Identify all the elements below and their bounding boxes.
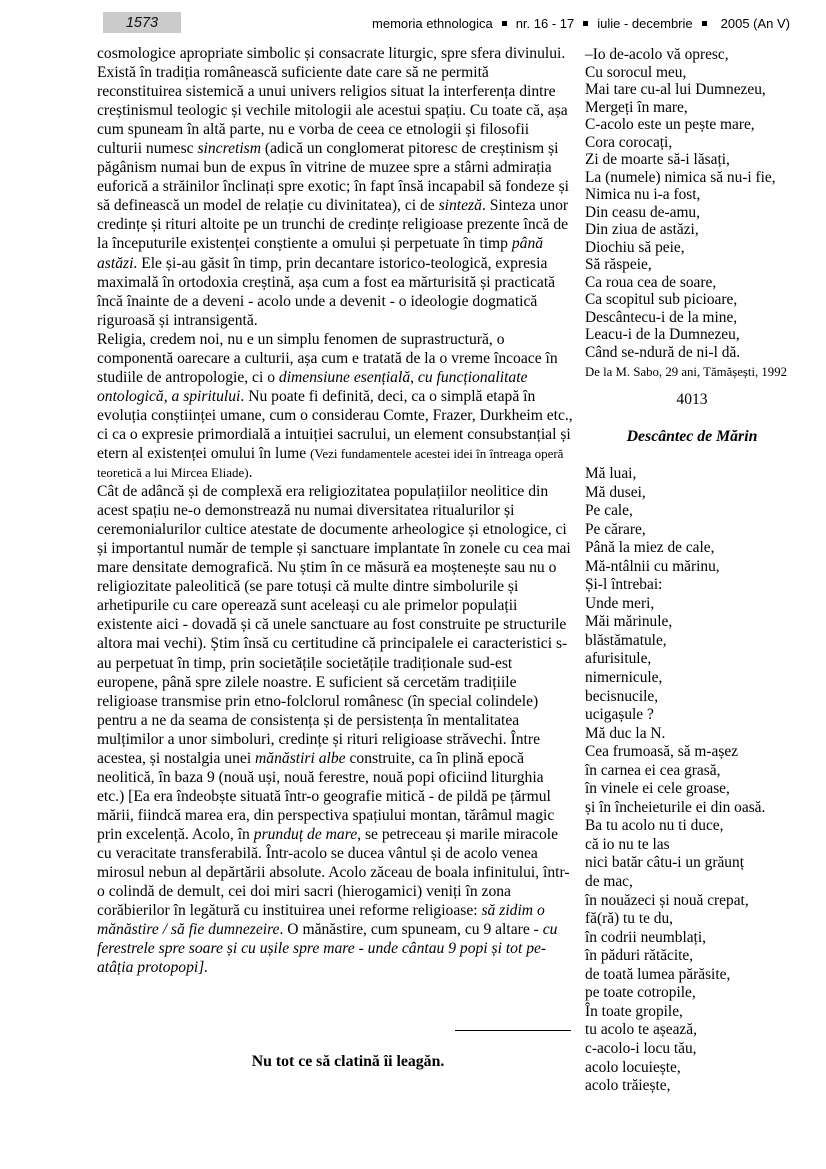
verse-line: că io nu te las (585, 835, 670, 853)
verse-line: c-acolo-i locu tău, (585, 1039, 697, 1057)
verse-line: de toată lumea părăsite, (585, 965, 731, 983)
verse-line: La (numele) nimica să nu-i fie, (585, 168, 776, 186)
text-run: . O mănăstire, cum spuneam, cu 9 altare - (279, 921, 543, 939)
proverb-caption: Nu tot ce să clatină îi leagăn. (251, 1053, 445, 1070)
text-run: Cât de adâncă și de complexă era religiozitatea populațiilor neolitice din acest spațiu ne-o demonstrează nu numai diversitatea ritualurilor și ceremonialurilor cultice atestate de documente arheologice și etnologice, ci și importantul număr de temple și sanctuare implantate în zonele cu cea mai mare densitate demografică. Nu știm în ce măsură ea moștenește sau nu o religiozitate paleolitică (se pare totuși că multe dintre simbolurile și arhetipurile cu care operează sunt aceleași cu ale primelor populații existente aici - dovadă și că unele sanctuare au fost construite pe structurile altora mai vechi). Știm însă cu certitudine că principalele ei caracteristici s-au perpetuat în timp, prin societățile societățile tradiționale sud-est europene, până spre zilele noastre. E suficient să cercetăm tradițiile religioase transmise prin etno-folclorul românesc (în special colindele) pentru a ne da seama de consistența și de persistența în mentalitatea mulțimilor a unor simboluri, credințe și rituri religioase străvechi. Între acestea, și nostalgia unei (97, 483, 571, 767)
verse-line: Mergeți în mare, (585, 98, 688, 116)
footnote-rule (455, 1030, 571, 1031)
verse-line: Ca roua cea de soare, (585, 273, 717, 291)
verse-line: C-acolo este un pește mare, (585, 116, 755, 133)
verse-line: Cu sorocul meu, (585, 63, 687, 81)
verse-line: nici batăr câtu-i un grăunț (585, 854, 744, 872)
text-run: . Ele și-au găsit în timp, prin decantare istorico-teologică, expresia maximală în ortodoxia creștină, așa cum a fost ea mărturisită și practicată încă înainte de a deveni - acolo unde a devenit - o ideologie dogmatică riguroasă și intransigentă. (97, 254, 556, 329)
text-run: . Sinteza unor credințe și rituri altoite pe un trunchi de credințe religioase prezente încă de la începuturile existenței conștiente a omului și perpetuate în timp (97, 197, 569, 253)
text-run: prunduț de mare (253, 825, 358, 843)
poem-title: Descântec de Mărin (626, 428, 758, 445)
verse-line: Mă dusei, (585, 483, 646, 501)
verse-line: Mai tare cu-al lui Dumnezeu, (585, 81, 766, 98)
verse-line: becisnucile, (585, 687, 659, 705)
verse-line: tu acolo te așează, (585, 1021, 697, 1039)
text-run: . Nu poate fi definită, deci, ca o simplă etapă în evoluția conștiinței umane, cum o considerau Comte, Frazer, Durkheim etc., ci ca o expresie primordială a intuiției sacrului, un element consubstanțial și etern al existenței omului în lume (97, 387, 573, 462)
bullet-square-icon (502, 21, 507, 26)
attribution: De la M. Sabo, 29 ani, Tămășești, 1992 (585, 365, 787, 379)
poem-number: 4013 (676, 391, 708, 408)
poem-2 (585, 465, 799, 1096)
text-run: (Vezi fundamentele acestei idei în întreaga operă teoretică a lui Mircea Eliade) (97, 445, 564, 481)
text-run: mănăstiri albe (255, 749, 346, 767)
text-run: cu ferestrele spre soare și cu ușile spre mare - unde cântau 9 popi și tot pe-atâția protopopi]. (97, 921, 558, 977)
verse-line: Când se-ndură de ni-l dă. (585, 343, 741, 361)
text-run: cosmologice apropriate simbolic și consacrate liturgic, spre sfera divinului. Există în tradiția românească suficiente date care să ne permită reconstituirea sistemică a unui univers religios situat la interferența dintre creștinismul teologic și vechile mitologii ale acestui spațiu. Cu toate că, așa cum spuneam în altă parte, nu e vorba de ceea ce etnologii și filosofii culturii numesc (97, 45, 568, 158)
paragraph (97, 44, 573, 330)
verse-line: și în încheieturile ei din oasă. (585, 798, 766, 816)
bullet-square-icon (583, 21, 588, 26)
verse-line: Diochiu să peie, (585, 238, 685, 256)
verse-line: Cea frumoasă, să m-așez (585, 743, 738, 761)
verse-line: în nouăzeci și nouă crepat, (585, 891, 749, 909)
text-run: Religia, credem noi, nu e un simplu fenomen de suprastructură, o componentă oarecare a culturii, așa cum e tratată de la o vreme încoace în studiile de antropologie, ci o (97, 330, 558, 386)
verse-line: Ca scopitul sub picioare, (585, 291, 738, 308)
page-number-box (103, 12, 181, 33)
verse-line: Ba tu acolo nu ti duce, (585, 817, 724, 835)
journal-title: memoria ethnologica (372, 16, 493, 31)
verse-line: blăstămatule, (585, 631, 667, 649)
verse-line: pe toate cotropile, (585, 984, 696, 1002)
verse-line: Din ceasu de-amu, (585, 203, 700, 221)
text-run: (adică un conglomerat pitoresc de creștinism și păgânism numai bun de expus în vitrine de muzee spre a stârni admirația euforică a străinilor înclinați spre exotic; în fapt însă incapabil să fondeze și să definească un model de relație cu divinitatea), ci de (97, 140, 569, 215)
verse-line: Descântecu-i de la mine, (585, 308, 738, 326)
verse-line: Leacu-i de la Dumnezeu, (585, 326, 740, 343)
verse-line: Să răspeie, (585, 256, 652, 273)
verse-line: Mă-ntâlnii cu mărinu, (585, 557, 720, 575)
left-column (97, 44, 573, 977)
verse-line: Până la miez de cale, (585, 539, 715, 557)
text-run: construite, ca în plină epocă neolitică, în baza 9 (nouă uși, nouă ferestre, nouă popi oficiind liturghia etc.) [Ea era îndeobște situată într-o geografie mitică - de pildă pe țărmul mării, fiindcă marea era, din perspectiva spațiului montan, tărâmul magic prin excelență. Acolo, în (97, 749, 555, 843)
verse-line: în vinele ei cele groase, (585, 780, 730, 798)
verse-line: În toate gropile, (585, 1002, 683, 1020)
verse-line: Unde meri, (585, 594, 655, 612)
verse-line: afurisitule, (585, 650, 652, 668)
verse-line: Mă luai, (585, 465, 637, 482)
verse-line: Cora corocați, (585, 133, 673, 151)
journal-header (372, 16, 790, 31)
verse-line: în carnea ei cea grasă, (585, 761, 721, 779)
verse-line: acolo trăiește, (585, 1077, 671, 1095)
verse-line: Și-l întrebai: (585, 576, 663, 594)
bullet-square-icon (702, 21, 707, 26)
verse-line: Nimica nu i-a fost, (585, 186, 701, 203)
verse-line: Din ziua de astăzi, (585, 221, 699, 238)
verse-line: Pe cale, (585, 502, 633, 520)
text-run: dimensiune esențială, cu funcționalitate ontologică, a spiritului (97, 368, 528, 405)
text-run: . (248, 464, 253, 482)
verse-line: în păduri rătăcite, (585, 947, 694, 965)
right-column (585, 46, 799, 1096)
text-run: sincretism (197, 140, 261, 158)
verse-line: fă(ră) tu te du, (585, 910, 674, 928)
text-run: , se petreceau și marile miracole cu veracitate transferabilă. Într-acolo se ducea vântul și de acolo venea mirosul nebun al depărtării absolute. Acolo zăceau de boala infinitului, într-o colindă de demult, cei doi miri sacri (hierogamici) veniți în zona corăbierilor în legătură cu instituirea unei reforme religioase: (97, 825, 570, 920)
verse-line: Pe cărare, (585, 520, 646, 538)
verse-line: Măi mărinule, (585, 613, 673, 631)
text-run: să zidim o mănăstire / să fie dumnezeire (97, 902, 545, 939)
poem-1 (585, 46, 799, 361)
verse-line: Mă duc la N. (585, 724, 666, 742)
verse-line: de mac, (585, 873, 633, 891)
issue-number: nr. 16 - 17 (515, 16, 575, 31)
verse-line: în codrii neumblați, (585, 928, 706, 946)
verse-line: –Io de-acolo vă opresc, (585, 46, 729, 63)
issue-period: iulie - decembrie (597, 16, 693, 31)
verse-line: ucigașule ? (585, 706, 654, 724)
issue-year: 2005 (An V) (720, 16, 790, 31)
verse-line: nimernicule, (585, 669, 663, 687)
text-run: până astăzi (97, 235, 544, 272)
paragraph (97, 482, 573, 977)
page-number: 1573 (125, 14, 159, 31)
verse-line: Zi de moarte să-i lăsați, (585, 151, 730, 168)
verse-line: acolo locuiește, (585, 1058, 681, 1076)
text-run: sinteză (438, 197, 482, 215)
paragraph (97, 330, 573, 482)
